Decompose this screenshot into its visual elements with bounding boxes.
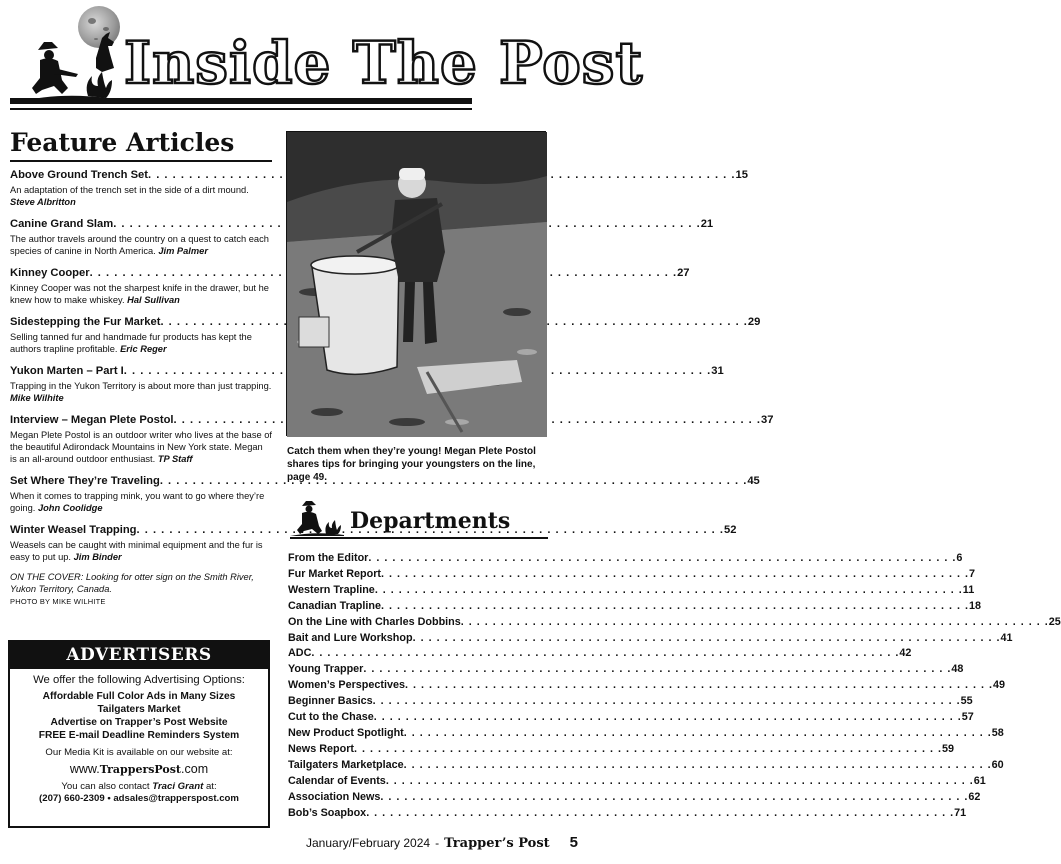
article-title: Canine Grand Slam bbox=[10, 218, 114, 230]
feature-articles-heading: Feature Articles bbox=[10, 128, 235, 157]
article-title: Sidestepping the Fur Market bbox=[10, 316, 161, 328]
footer-separator: - bbox=[435, 836, 440, 850]
department-page: 48 bbox=[951, 663, 964, 676]
article-title: Interview – Megan Plete Postol bbox=[10, 414, 174, 426]
feature-article[interactable] bbox=[10, 364, 724, 404]
article-title: Set Where They’re Traveling bbox=[10, 475, 160, 487]
magazine-section-title: Inside The Post bbox=[124, 29, 644, 97]
article-description: When it comes to trapping mink, you want to go where they’re going. bbox=[10, 491, 265, 513]
article-description: An adaptation of the trench set in the side of a dirt mound. bbox=[10, 185, 249, 195]
department-entry[interactable] bbox=[288, 567, 975, 583]
advertisers-box bbox=[8, 640, 270, 828]
feature-article[interactable] bbox=[10, 266, 690, 306]
website-link[interactable]: www.TrappersPost.com bbox=[69, 762, 209, 776]
departments-list bbox=[288, 551, 1061, 821]
article-title: Above Ground Trench Set bbox=[10, 169, 148, 181]
department-page: 7 bbox=[968, 567, 975, 580]
department-entry[interactable] bbox=[288, 758, 1004, 774]
article-page: 45 bbox=[747, 475, 760, 487]
advertising-option: Affordable Full Color Ads in Many Sizes bbox=[42, 691, 236, 702]
article-page: 21 bbox=[700, 218, 714, 230]
article-description: Kinney Cooper was not the sharpest knife in the drawer, but he knew how to make whiskey. bbox=[10, 283, 269, 305]
media-kit-note: Our Media Kit is available on our website at: bbox=[45, 747, 233, 758]
department-entry[interactable] bbox=[288, 774, 986, 790]
department-title: Beginner Basics bbox=[288, 695, 373, 708]
department-title: Fur Market Report bbox=[288, 567, 381, 580]
section-divider bbox=[290, 537, 548, 539]
department-page: 58 bbox=[991, 726, 1004, 739]
department-entry[interactable] bbox=[288, 806, 967, 822]
department-page: 71 bbox=[954, 806, 967, 819]
article-author: Jim Binder bbox=[73, 552, 122, 562]
department-entry[interactable] bbox=[288, 694, 973, 710]
article-description: The author travels around the country on a quest to catch each species of canine in North America. bbox=[10, 234, 269, 256]
department-entry[interactable] bbox=[288, 583, 975, 599]
department-title: ADC bbox=[288, 647, 312, 660]
advertisers-heading: ADVERTISERS bbox=[10, 642, 268, 669]
departments-heading: Departments bbox=[350, 508, 511, 534]
article-page: 29 bbox=[747, 316, 761, 328]
article-description: Megan Plete Postol is an outdoor writer who lives at the base of the beautiful Adirondack Mountains in New York state. Megan is an all-around outdoor enthusiast. bbox=[10, 430, 273, 464]
department-title: Tailgaters Marketplace bbox=[288, 758, 404, 771]
feature-article[interactable] bbox=[10, 217, 714, 257]
advertising-option: Advertise on Trapper’s Post Website bbox=[50, 717, 228, 728]
feature-photo bbox=[286, 131, 546, 436]
department-page: 49 bbox=[993, 679, 1006, 692]
department-page: 57 bbox=[961, 711, 974, 724]
masthead-rule-thin bbox=[10, 108, 472, 110]
department-page: 60 bbox=[991, 758, 1004, 771]
contact-name: Traci Grant bbox=[152, 781, 204, 792]
department-title: Canadian Trapline bbox=[288, 599, 381, 612]
photo-caption: Catch them when they’re young! Megan Plete Postol shares tips for bringing your youngsters on the line, page 49. bbox=[287, 446, 536, 483]
contact-phone-email[interactable]: (207) 660-2309 • adsales@trapperspost.com bbox=[39, 793, 239, 804]
department-entry[interactable] bbox=[288, 662, 964, 678]
page-number: 5 bbox=[569, 834, 578, 851]
article-description: Selling tanned fur and handmade fur products has kept the authors trapline profitable. bbox=[10, 332, 252, 354]
article-title: Kinney Cooper bbox=[10, 267, 90, 279]
article-page: 31 bbox=[711, 365, 724, 377]
department-title: Cut to the Chase bbox=[288, 711, 374, 724]
advertising-option: FREE E-mail Deadline Reminders System bbox=[38, 730, 240, 741]
feature-article[interactable] bbox=[10, 168, 748, 208]
website-brand: TrappersPost bbox=[99, 763, 182, 776]
article-page: 37 bbox=[761, 414, 774, 426]
advertisers-intro: We offer the following Advertising Options: bbox=[33, 674, 245, 686]
article-author: Mike Wilhite bbox=[10, 393, 64, 403]
feature-article[interactable] bbox=[10, 315, 761, 355]
department-entry[interactable] bbox=[288, 742, 954, 758]
department-entry[interactable] bbox=[288, 646, 912, 662]
article-author: TP Staff bbox=[157, 454, 193, 464]
department-entry[interactable] bbox=[288, 726, 1004, 742]
advertising-option: Tailgaters Market bbox=[97, 704, 181, 715]
department-entry[interactable] bbox=[288, 790, 981, 806]
article-author: John Coolidge bbox=[37, 503, 103, 513]
departments-header bbox=[290, 500, 550, 540]
department-entry[interactable] bbox=[288, 551, 963, 567]
child-with-trap-bucket-photo bbox=[287, 132, 547, 437]
department-page: 55 bbox=[960, 695, 973, 708]
department-entry[interactable] bbox=[288, 678, 1006, 694]
magazine-name: Trapper’s Post bbox=[444, 836, 550, 851]
department-title: On the Line with Charles Dobbins bbox=[288, 615, 461, 628]
department-title: News Report bbox=[288, 742, 354, 755]
department-title: Association News bbox=[288, 790, 381, 803]
department-entry[interactable] bbox=[288, 615, 1061, 631]
department-entry[interactable] bbox=[288, 599, 981, 615]
advertising-options bbox=[10, 690, 268, 742]
section-divider bbox=[10, 160, 272, 162]
department-page: 18 bbox=[968, 599, 981, 612]
article-title: Yukon Marten – Part I bbox=[10, 365, 124, 377]
issue-date: January/February 2024 bbox=[306, 836, 431, 850]
feature-article[interactable] bbox=[10, 474, 760, 514]
article-title: Winter Weasel Trapping bbox=[10, 524, 137, 536]
department-page: 11 bbox=[962, 583, 975, 596]
article-author: Steve Albritton bbox=[10, 197, 76, 207]
department-page: 6 bbox=[956, 552, 963, 564]
department-page: 62 bbox=[968, 790, 981, 803]
department-page: 59 bbox=[941, 742, 954, 755]
masthead-rule bbox=[10, 98, 472, 104]
department-page: 25 bbox=[1048, 615, 1061, 628]
department-page: 42 bbox=[899, 647, 912, 660]
photo-credit: PHOTO BY MIKE WILHITE bbox=[10, 597, 106, 606]
article-author: Hal Sullivan bbox=[127, 295, 180, 305]
department-title: Bob’s Soapbox bbox=[288, 806, 367, 819]
trapper-silhouette-icon bbox=[290, 500, 344, 536]
article-page: 15 bbox=[735, 169, 748, 181]
department-title: Young Trapper bbox=[288, 663, 364, 676]
article-page: 27 bbox=[677, 267, 690, 279]
department-title: Calendar of Events bbox=[288, 774, 386, 787]
article-author: Jim Palmer bbox=[158, 246, 208, 256]
article-page: 52 bbox=[724, 524, 737, 536]
department-title: New Product Spotlight bbox=[288, 726, 404, 739]
cover-note: ON THE COVER: Looking for otter sign on the Smith River, Yukon Territory, Canada. bbox=[10, 572, 254, 594]
page-footer bbox=[306, 834, 578, 851]
masthead bbox=[0, 0, 644, 122]
department-page: 61 bbox=[973, 774, 986, 787]
department-title: From the Editor bbox=[288, 552, 369, 564]
department-title: Bait and Lure Workshop bbox=[288, 631, 413, 644]
department-entry[interactable] bbox=[288, 631, 1013, 647]
department-title: Western Trapline bbox=[288, 583, 375, 596]
department-page: 41 bbox=[1000, 631, 1013, 644]
trapper-silhouette-icon bbox=[18, 28, 128, 104]
article-description: Trapping in the Yukon Territory is about more than just trapping. bbox=[10, 381, 272, 391]
department-title: Women’s Perspectives bbox=[288, 679, 406, 692]
article-description: Weasels can be caught with minimal equipment and the fur is easy to put up. bbox=[10, 540, 263, 562]
article-author: Eric Reger bbox=[120, 344, 167, 354]
advertising-contact: You can also contact Traci Grant at: (207) 660-2309 • adsales@trapperspost.com bbox=[39, 781, 239, 804]
department-entry[interactable] bbox=[288, 710, 974, 726]
